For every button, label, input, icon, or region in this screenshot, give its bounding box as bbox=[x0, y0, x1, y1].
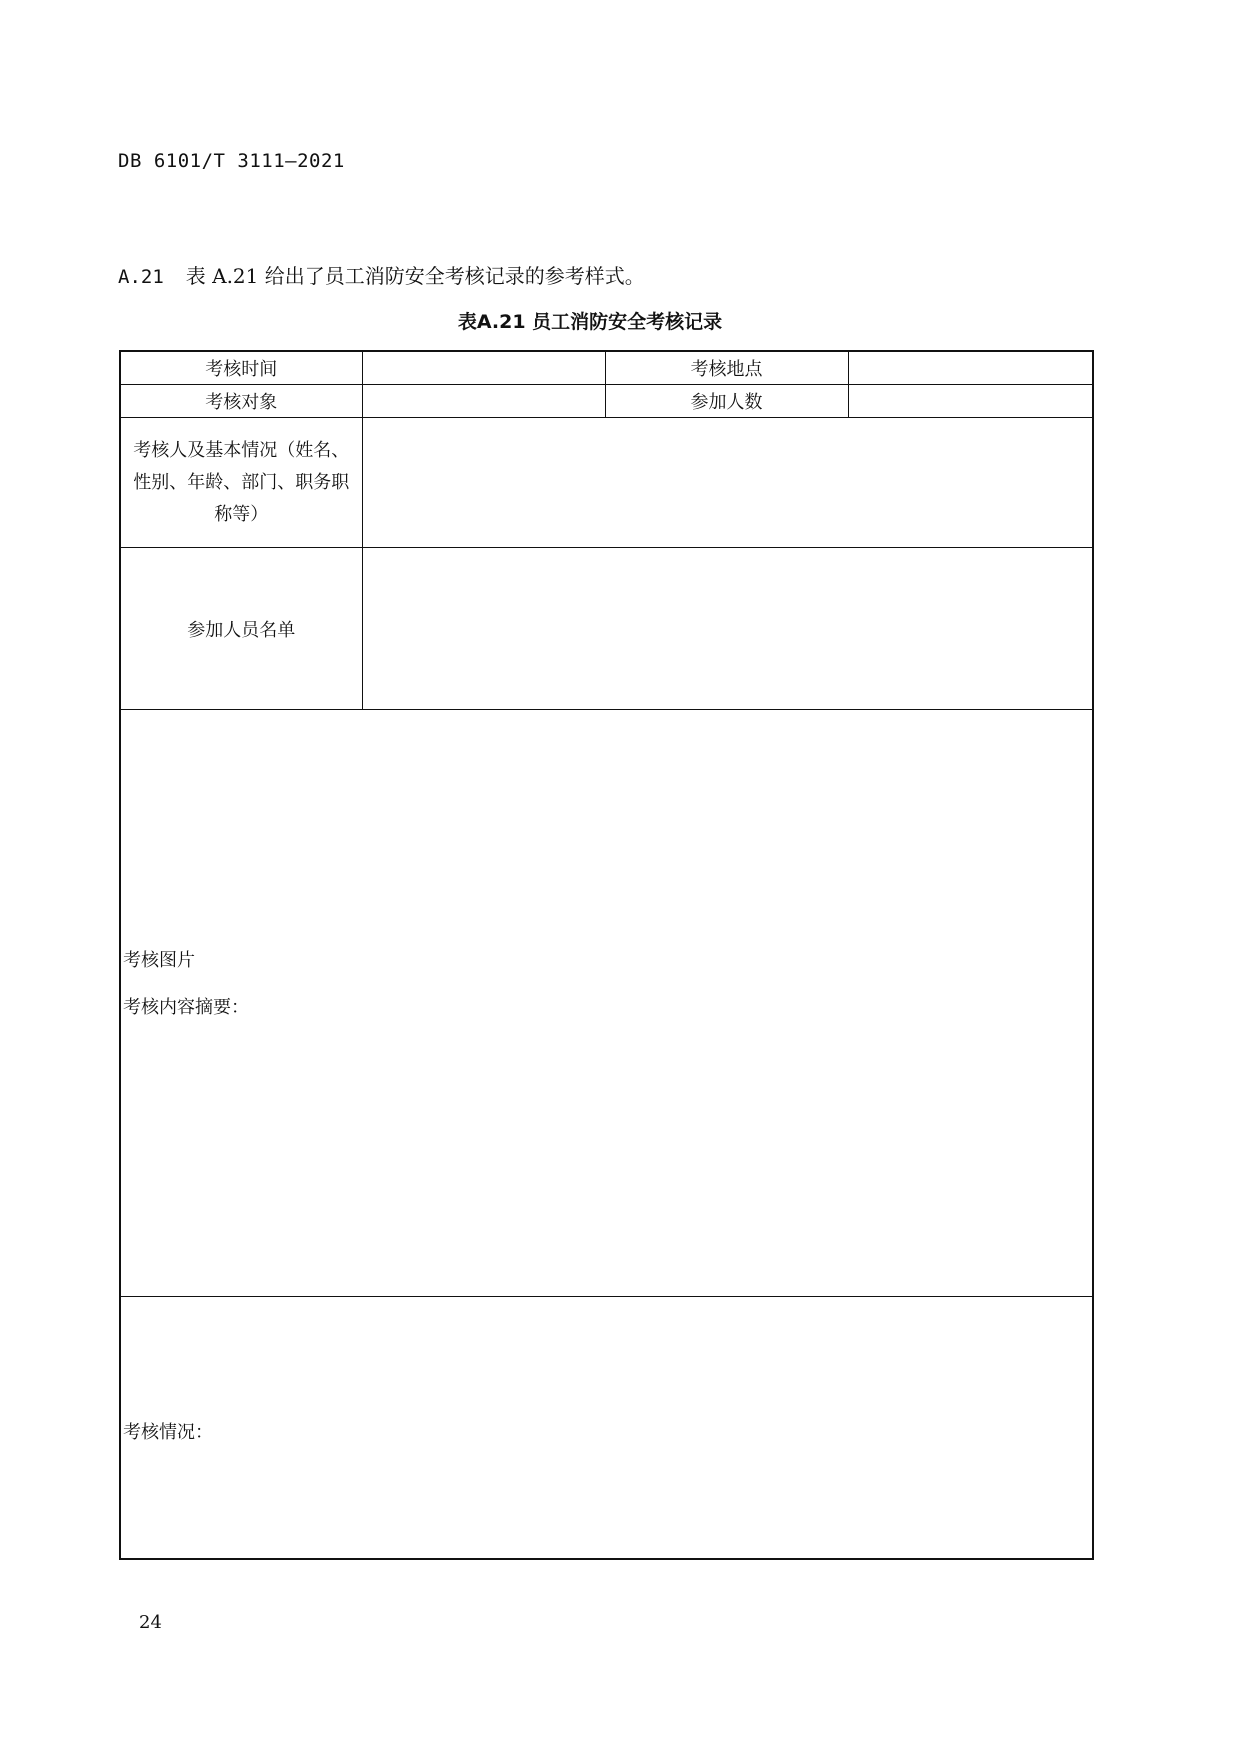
table-row bbox=[120, 351, 1093, 385]
exam-time-label: 考核时间 bbox=[120, 351, 362, 385]
clause-text: 表 A.21 给出了员工消防安全考核记录的参考样式。 bbox=[185, 264, 645, 288]
table-row bbox=[120, 1297, 1093, 1560]
exam-place-label: 考核地点 bbox=[605, 351, 848, 385]
table-caption: 表A.21 员工消防安全考核记录 bbox=[457, 311, 723, 333]
exam-target-value bbox=[362, 385, 605, 418]
table-row bbox=[120, 710, 1093, 1297]
status-label: 考核情况： bbox=[123, 1421, 213, 1443]
exam-target-label: 考核对象 bbox=[120, 385, 362, 418]
photo-label: 考核图片 bbox=[123, 950, 195, 971]
examiner-label-cell bbox=[120, 418, 362, 548]
summary-label: 考核内容摘要： bbox=[123, 997, 249, 1018]
exam-record-table bbox=[119, 350, 1094, 1560]
table-row bbox=[120, 418, 1093, 548]
table-row bbox=[120, 548, 1093, 710]
summary-cell bbox=[120, 710, 1093, 1297]
clause-paragraph bbox=[118, 260, 645, 289]
exam-place-value bbox=[848, 351, 1093, 385]
participant-count-label: 参加人数 bbox=[605, 385, 848, 418]
status-cell bbox=[120, 1297, 1093, 1560]
examiner-label: 考核人及基本情况（姓名、性别、年龄、部门、职务职称等） bbox=[133, 439, 350, 525]
page-number: 24 bbox=[139, 1612, 162, 1633]
document-code: DB 6101/T 3111—2021 bbox=[118, 150, 345, 172]
exam-time-value bbox=[362, 351, 605, 385]
participant-list-value bbox=[362, 548, 1093, 710]
clause-number: A.21 bbox=[118, 266, 164, 288]
table-row bbox=[120, 385, 1093, 418]
participant-list-label: 参加人员名单 bbox=[120, 548, 362, 710]
examiner-value bbox=[362, 418, 1093, 548]
participant-count-value bbox=[848, 385, 1093, 418]
